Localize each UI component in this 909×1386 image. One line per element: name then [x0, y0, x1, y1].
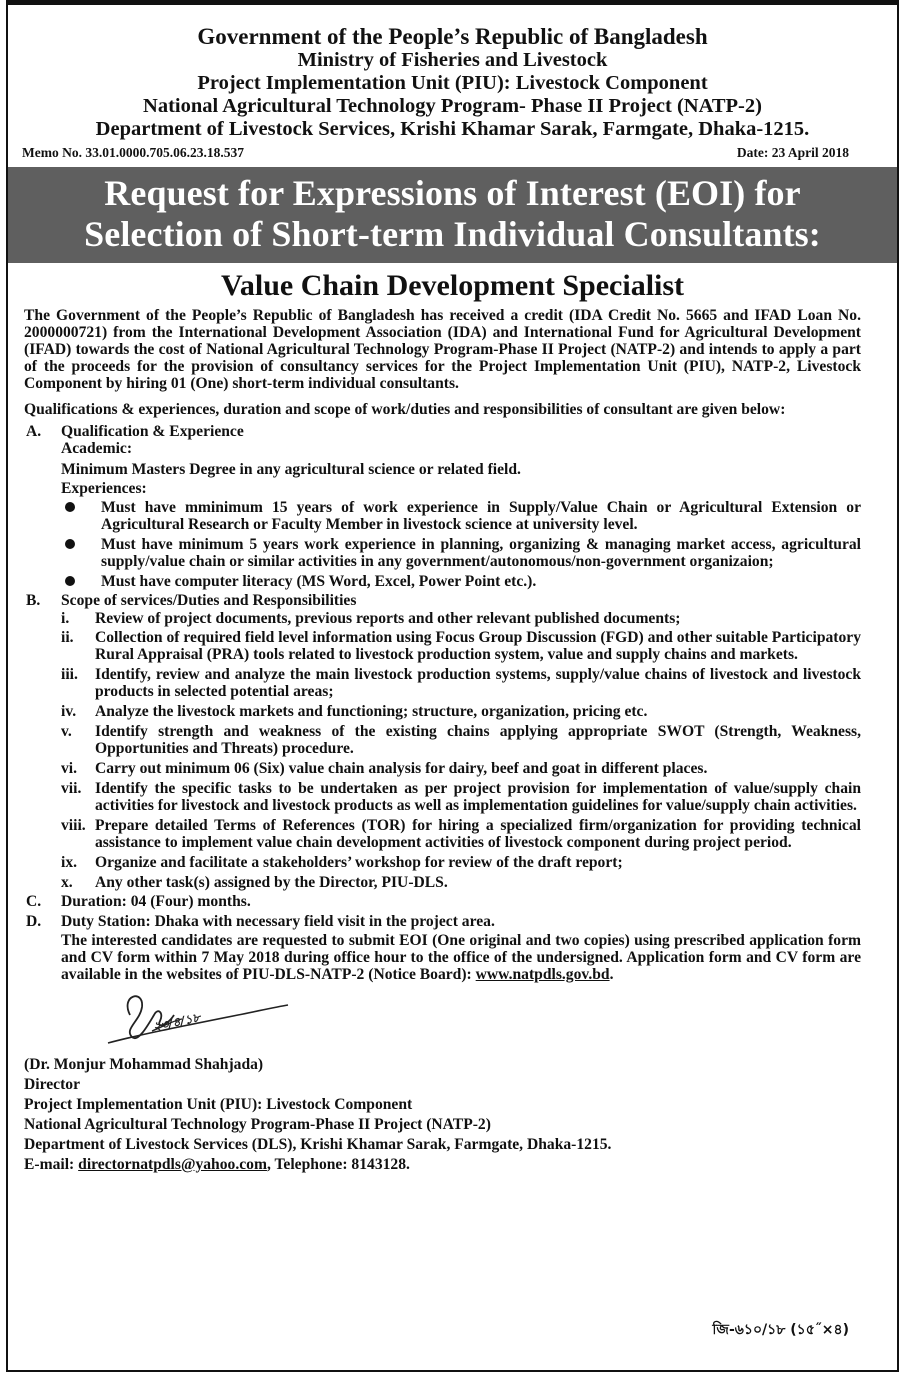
post-title: Value Chain Development Specialist — [220, 269, 685, 302]
duty-number: ix. — [61, 854, 78, 871]
submission-text: The interested candidates are requested to submit EOI (One original and two copies) using prescribed application form and CV form within 7 May 2018 during office hour to the office of the undersigned. Application form and CV form are available in the websites of PIU-DLS-NATP-2 (Notice Board): — [61, 932, 861, 983]
department-address: Department of Livestock Services, Krishi Khamar Sarak, Farmgate, Dhaka-1215. — [95, 118, 810, 140]
experience-text: Must have minimum 5 years work experience in planning, organizing & managing market access, agricultural supply/value chain or similar activities in any government/autonomous/non-government organizaion; — [101, 536, 861, 570]
duty-number: x. — [61, 874, 73, 891]
duty-text: Any other task(s) assigned by the Director, PIU-DLS. — [95, 874, 448, 891]
section-a — [24, 423, 861, 440]
signatory-name: (Dr. Monjur Mohammad Shahjada) — [24, 1056, 264, 1073]
duty-number: iv. — [61, 703, 77, 720]
academic-text: Minimum Masters Degree in any agricultural science or related field. — [61, 461, 521, 478]
duty-text: Review of project documents, previous reports and other relevant published documents; — [95, 610, 681, 627]
unit-name: Project Implementation Unit (PIU): Livestock Component — [197, 72, 708, 94]
duty-text: Collection of required field level information using Focus Group Discussion (FGD) and other suitable Participatory Rural Appraisal (PRA) tools related to livestock production system, value and supply chains and markets. — [95, 629, 861, 663]
signatory-block — [8, 1055, 897, 1175]
duty-station-text: Duty Station: Dhaka with necessary field visit in the project area. — [61, 913, 495, 930]
signature-image — [98, 985, 298, 1055]
duty-number: i. — [61, 610, 70, 627]
signatory-designation: Director — [24, 1076, 80, 1093]
ministry-name: Ministry of Fisheries and Livestock — [297, 49, 608, 71]
section-b-title: Scope of services/Duties and Responsibilities — [61, 592, 357, 609]
duty-item — [61, 666, 861, 700]
bullet-icon — [65, 502, 75, 512]
duty-number: vi. — [61, 760, 78, 777]
experiences-label: Experiences: — [61, 480, 147, 497]
notice-banner — [8, 167, 897, 263]
duty-item — [61, 817, 861, 851]
notice-page — [6, 0, 899, 1372]
experience-item — [61, 573, 861, 590]
duty-number: ii. — [61, 629, 74, 646]
signatory-project: National Agricultural Technology Program-Phase II Project (NATP-2) — [24, 1116, 491, 1133]
memo-row — [8, 145, 897, 161]
section-b-label: B. — [26, 592, 41, 609]
duties-list — [24, 610, 861, 891]
duty-text: Organize and facilitate a stakeholders’ workshop for review of the draft report; — [95, 854, 623, 871]
duty-item — [61, 780, 861, 814]
advertisement-code: জি-৬১০/১৮ (১৫˝×৪) — [712, 1322, 849, 1338]
duty-text: Identify the specific tasks to be undertaken as per project provision for implementation of value/supply chain activities for livestock and livestock products as well as implementation guidelines for value/supply chain activities. — [95, 780, 861, 814]
intro-paragraph: The Government of the People’s Republic of Bangladesh has received a credit (IDA Credit No. 5665 and IFAD Loan No. 2000000721) from the International Development Association (IDA) and International Fund for Agricultural Development (IFAD) towards the cost of National Agricultural Technology Program-Phase II Project (NATP-2) and intends to apply a part of the proceeds for the provision of consultancy services for the Project Implementation Unit (PIU), NATP-2, Livestock Component by hiring 01 (One) short-term individual consultants. — [24, 307, 861, 392]
qualification-intro: Qualifications & experiences, duration and scope of work/duties and responsibilities of consultant are given below: — [24, 401, 786, 418]
email-link[interactable]: directornatpdls@yahoo.com — [78, 1156, 267, 1173]
experience-item — [61, 536, 861, 570]
duty-text: Carry out minimum 06 (Six) value chain analysis for dairy, beef and goat in different places. — [95, 760, 708, 777]
duty-number: v. — [61, 723, 72, 740]
notice-body — [8, 307, 897, 983]
experience-list — [24, 499, 861, 590]
website-suffix: . — [609, 966, 614, 983]
signatory-unit: Project Implementation Unit (PIU): Livestock Component — [24, 1096, 413, 1113]
section-c-label: C. — [26, 893, 42, 910]
memo-date: Date: 23 April 2018 — [736, 145, 849, 160]
duty-item — [61, 629, 861, 663]
duty-text: Prepare detailed Terms of References (TOR) for hiring a specialized firm/organization for providing technical assistance to implement value chain development activities of livestock component during project period. — [95, 817, 861, 851]
telephone: , Telephone: 8143128. — [266, 1156, 410, 1173]
section-a-title: Qualification & Experience — [61, 423, 244, 440]
experience-text: Must have mminimum 15 years of work experience in Supply/Value Chain or Agricultural Extension or Agricultural Research or Faculty Member in livestock science at university level. — [101, 499, 861, 533]
duty-item — [61, 703, 861, 720]
letterhead — [8, 24, 897, 141]
duty-number: viii. — [61, 817, 86, 834]
signature-area — [8, 983, 897, 1055]
experience-text: Must have computer literacy (MS Word, Excel, Power Point etc.). — [101, 573, 537, 590]
section-a-label: A. — [26, 423, 42, 440]
duration-text: Duration: 04 (Four) months. — [61, 893, 251, 910]
section-c — [24, 893, 861, 910]
email-label: E-mail: — [24, 1156, 75, 1173]
duty-number: vii. — [61, 780, 82, 797]
project-name: National Agricultural Technology Program- Phase II Project (NATP-2) — [143, 95, 762, 117]
duty-text: Identify, review and analyze the main livestock production systems, supply/value chains of livestock and livestock products in selected potential areas; — [95, 666, 861, 700]
section-b — [24, 592, 861, 609]
duty-item — [61, 610, 861, 627]
duty-item — [61, 854, 861, 871]
duty-text: Analyze the livestock markets and functioning; structure, organization, pricing etc. — [95, 703, 648, 720]
signatory-department: Department of Livestock Services (DLS), Krishi Khamar Sarak, Farmgate, Dhaka-1215. — [24, 1136, 612, 1153]
section-d — [24, 913, 861, 930]
bullet-icon — [65, 576, 75, 586]
experience-item — [61, 499, 861, 533]
duty-item — [61, 760, 861, 777]
contact-line — [24, 1155, 897, 1175]
duty-item — [61, 874, 861, 891]
section-d-label: D. — [26, 913, 42, 930]
banner-line-1: Request for Expressions of Interest (EOI) for — [104, 173, 801, 213]
academic-label: Academic: — [61, 440, 133, 457]
submission-paragraph — [24, 932, 861, 983]
memo-number: Memo No. 33.01.0000.705.06.23.18.537 — [22, 145, 244, 160]
signature-date: ২৩/৪/১৮ — [151, 1010, 202, 1034]
duty-item — [61, 723, 861, 757]
duty-text: Identify strength and weakness of the existing chains applying appropriate SWOT (Strength, Weakness, Opportunities and Threats) procedure. — [95, 723, 861, 757]
bullet-icon — [65, 539, 75, 549]
website-link[interactable]: www.natpdls.gov.bd — [475, 966, 610, 983]
government-name: Government of the People’s Republic of Bangladesh — [197, 24, 708, 49]
banner-line-2: Selection of Short-term Individual Consultants: — [84, 214, 821, 254]
duty-number: iii. — [61, 666, 78, 683]
